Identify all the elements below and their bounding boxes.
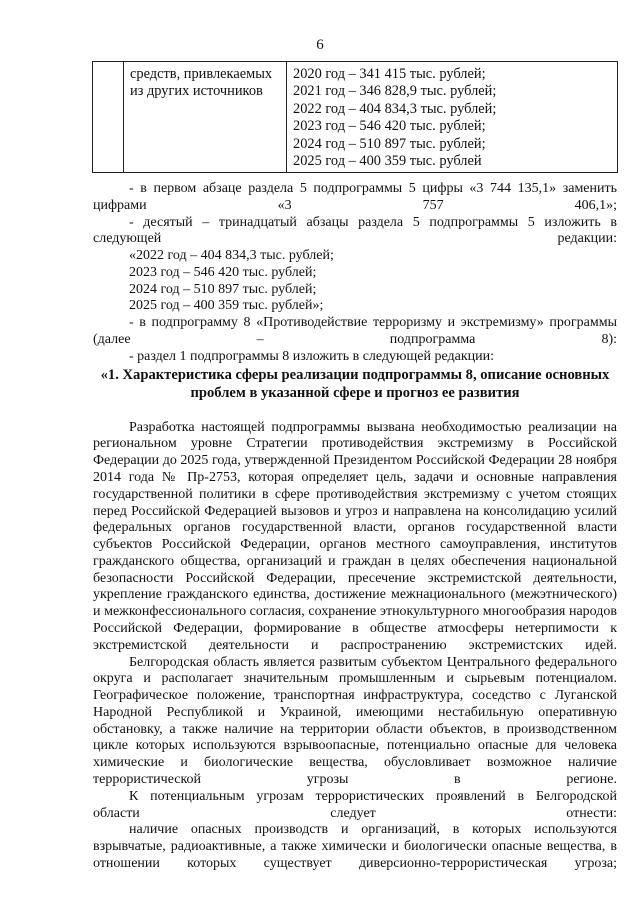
funding-year-row: 2023 год – 546 420 тыс. рублей; [293, 118, 486, 135]
amendment-paragraph: - в подпрограмму 8 «Противодействие терроризму и экстремизму» программы (далее – подпрограмма 8): [93, 315, 617, 348]
funding-source-label: средств, привлекаемых из других источников [124, 62, 287, 173]
funding-year-row: 2022 год – 404 834,3 тыс. рублей; [293, 100, 497, 117]
table-row [93, 62, 618, 173]
body-paragraph: наличие опасных производств и организаций, в которых используются взрывчатые, радиоактивные, а также химически и биологически опасные вещества, в отношении которых существует диверсионно-террористическая угроза; [93, 822, 617, 871]
amendment-year-line: 2025 год – 400 359 тыс. рублей»; [129, 298, 324, 314]
funding-year-row: 2021 год – 346 828,9 тыс. рублей; [293, 83, 497, 100]
funding-year-row: 2024 год – 510 897 тыс. рублей; [293, 135, 486, 152]
body-paragraph: К потенциальным угрозам террористических проявлений в Белгородской области следует отнести: [93, 788, 617, 821]
document-body [93, 181, 617, 873]
amendment-paragraph: - раздел 1 подпрограммы 8 изложить в следующей редакции: [129, 348, 495, 364]
funding-years-cell [287, 62, 618, 173]
amendment-year-line: 2023 год – 546 420 тыс. рублей; [129, 264, 317, 280]
amendment-paragraph: - в первом абзаце раздела 5 подпрограммы 5 цифры «3 744 135,1» заменить цифрами «3 757 406,1»; [93, 181, 617, 213]
funding-table [92, 61, 618, 173]
funding-year-row: 2020 год – 341 415 тыс. рублей; [293, 66, 486, 82]
body-paragraph: Разработка настоящей подпрограммы вызвана необходимостью реализации на региональном уровне Стратегии противодействия экстремизму в Российской Федерации до 2025 года, утвержденной Президентом Российской Федерации 28 ноября 2014 года № Пр-2753, которая определяет цель, задачи и основные направления государственной политики в сфере противодействия экстремизму с учетом стоящих перед Российской Федерацией вызовов и угроз и направлена на консолидацию усилий федеральных органов государственной власти, органов государственной власти субъектов Российской Федерации, органов местного самоуправления, институтов гражданского общества, организаций и граждан в целях обеспечения национальной безопасности Российской Федерации, пресечение экстремистской деятельности, укрепление гражданского единства, достижение межнационального (межэтнического) и межконфессионального согласия, сохранение этнокультурного многообразия народов Российской Федерации, формирование в обществе атмосферы нетерпимости к экстремистской деятельности и распространению экстремистских идей. [93, 419, 617, 653]
table-cell-empty [93, 62, 124, 173]
section-heading: «1. Характеристика сферы реализации подпрограммы 8, описание основных проблем в указанной сфере и прогноз ее развития [100, 366, 610, 401]
amendment-year-line: 2024 год – 510 897 тыс. рублей; [129, 281, 317, 297]
amendment-year-line: «2022 год – 404 834,3 тыс. рублей; [129, 248, 334, 264]
page-number: 6 [316, 37, 324, 53]
spacer [93, 402, 617, 420]
amendment-paragraph: - десятый – тринадцатый абзацы раздела 5 подпрограммы 5 изложить в следующей редакции: [93, 214, 617, 247]
body-paragraph: Белгородская область является развитым субъектом Центрального федерального округа и располагает значительным промышленным и сырьевым потенциалом. Географическое положение, транспортная инфраструктура, соседство с Луганской Народной Республикой и Украиной, имеющими нестабильную оперативную обстановку, а также наличие на территории области объектов, в производственном цикле которых используются взрывоопасные, потенциально опасные для человека химические и биологические вещества, обусловливает возможное наличие террористической угрозы в регионе. [93, 654, 617, 787]
funding-year-row: 2025 год – 400 359 тыс. рублей [293, 153, 482, 170]
